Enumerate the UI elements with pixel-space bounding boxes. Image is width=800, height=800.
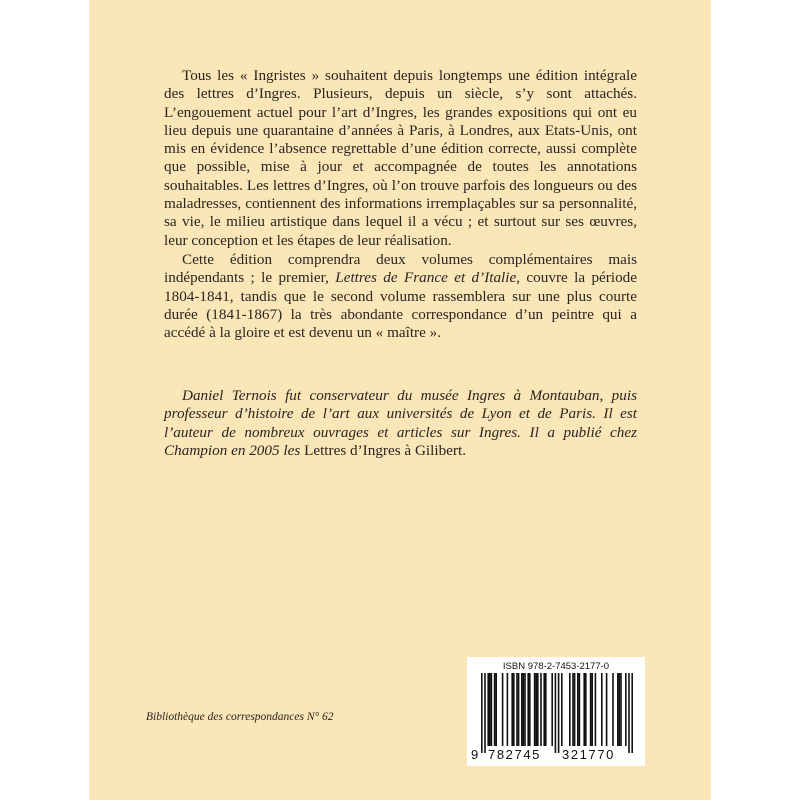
barcode-bar: [595, 673, 597, 746]
barcode-bar: [591, 673, 593, 746]
barcode-bar: [494, 673, 496, 746]
barcode-bar: [535, 673, 537, 746]
author-bio-text: Daniel Ternois fut conservateur du musée Ingres à Montauban, puis professeur d’histoire de l’art aux universités de Lyon et de Paris. Il est l’auteur de nombreux ouvrages et articles sur Ingres. Il a publié chez Champion en 2005 les: [164, 387, 637, 459]
barcode-bar: [507, 673, 509, 746]
barcode-bar: [545, 673, 547, 746]
barcode-bar: [569, 673, 571, 746]
barcode-right-group: 321770: [562, 747, 615, 762]
barcode-bar: [537, 673, 539, 746]
barcode-bar: [529, 673, 531, 746]
barcode-bar: [583, 673, 585, 746]
barcode-first-digit: 9: [471, 747, 479, 762]
barcode-bar: [555, 673, 557, 753]
blurb: [164, 67, 637, 342]
author-bio: [164, 387, 637, 460]
barcode-bar: [495, 673, 497, 746]
barcode-bar: [551, 673, 553, 746]
referenced-book-title: Lettres d’Ingres à Gilibert.: [300, 441, 467, 459]
barcode-bar: [628, 673, 630, 753]
isbn-barcode: [467, 657, 645, 766]
barcode-bar: [523, 673, 525, 746]
barcode-bar: [620, 673, 622, 746]
barcode-bar: [574, 673, 576, 746]
barcode-left-group: 782745: [488, 747, 541, 762]
barcode-bar: [513, 673, 515, 746]
barcode-bar: [577, 673, 579, 746]
barcode-bar: [484, 673, 486, 753]
barcode-bar: [558, 673, 560, 753]
barcode-bar: [601, 673, 603, 746]
blurb-paragraph-2-start: Cette édition comprendra deux volumes complémentaires mais indépendants ; le premier,: [164, 250, 637, 287]
barcode-bar: [502, 673, 504, 746]
barcode-bar: [631, 673, 633, 753]
barcode-bar: [590, 673, 592, 746]
barcode-bar: [585, 673, 587, 746]
blurb-paragraph-1: Tous les « Ingristes » souhaitent depuis longtemps une édition intégrale des lettres d’Ingres. Plusieurs, depuis un siècle, s’y sont attachés. L’engouement actuel pour l’art d’Ingres, les grandes expositions qui ont eu lieu depuis une quarantaine d’années à Paris, à Londres, aux Etats-Unis, ont mis en évidence l’absence regrettable d’une édition correcte, aussi complète que possible, mise à jour et accompagnée de toutes les annotations souhaitables. Les lettres d’Ingres, où l’on trouve parfois des longueurs ou des maladresses, contiennent des informations irremplaçables sur sa personnalité, sa vie, le milieu artistique dans lequel il a vécu ; et surtout sur ses œuvres, leur conception et les étapes de leur réalisation.: [164, 67, 637, 249]
barcode-bar: [619, 673, 621, 746]
barcode-bar: [521, 673, 523, 746]
barcode-bar: [524, 673, 526, 746]
barcode-bar: [625, 673, 627, 746]
isbn-label: ISBN 978-2-7453-2177-0: [502, 661, 610, 672]
barcode-bar: [572, 673, 574, 746]
barcode-bar: [561, 673, 563, 746]
barcode-bar: [534, 673, 536, 746]
author-bio-paragraph: [164, 387, 637, 460]
barcode-bar: [481, 673, 483, 753]
barcode-bar: [579, 673, 581, 746]
blurb-paragraph-2: [164, 251, 637, 342]
barcode-bar: [543, 673, 545, 746]
barcode-bar: [487, 673, 489, 746]
barcode-bar: [489, 673, 491, 746]
barcode-bar: [511, 673, 513, 746]
series-name: Bibliothèque des correspondances N° 62: [146, 711, 334, 723]
first-volume-title: Lettres de France et d’Italie: [335, 269, 517, 287]
blurb-paragraph-2-end: , couvre la période 1804-1841, tandis que le second volume rassemblera sur une plus courte durée (1841-1867) la très abondante correspondance d’un peintre qui a accédé à la gloire et est devenu un « maître ».: [164, 269, 638, 342]
barcode-bar: [491, 673, 493, 746]
barcode-bar: [527, 673, 529, 746]
barcode-bar: [606, 673, 608, 746]
back-cover: [89, 0, 711, 800]
barcode-bar: [540, 673, 542, 746]
barcode-bar: [516, 673, 518, 746]
barcode-bar: [518, 673, 520, 746]
barcode-bar: [617, 673, 619, 746]
barcode-bar: [612, 673, 614, 746]
